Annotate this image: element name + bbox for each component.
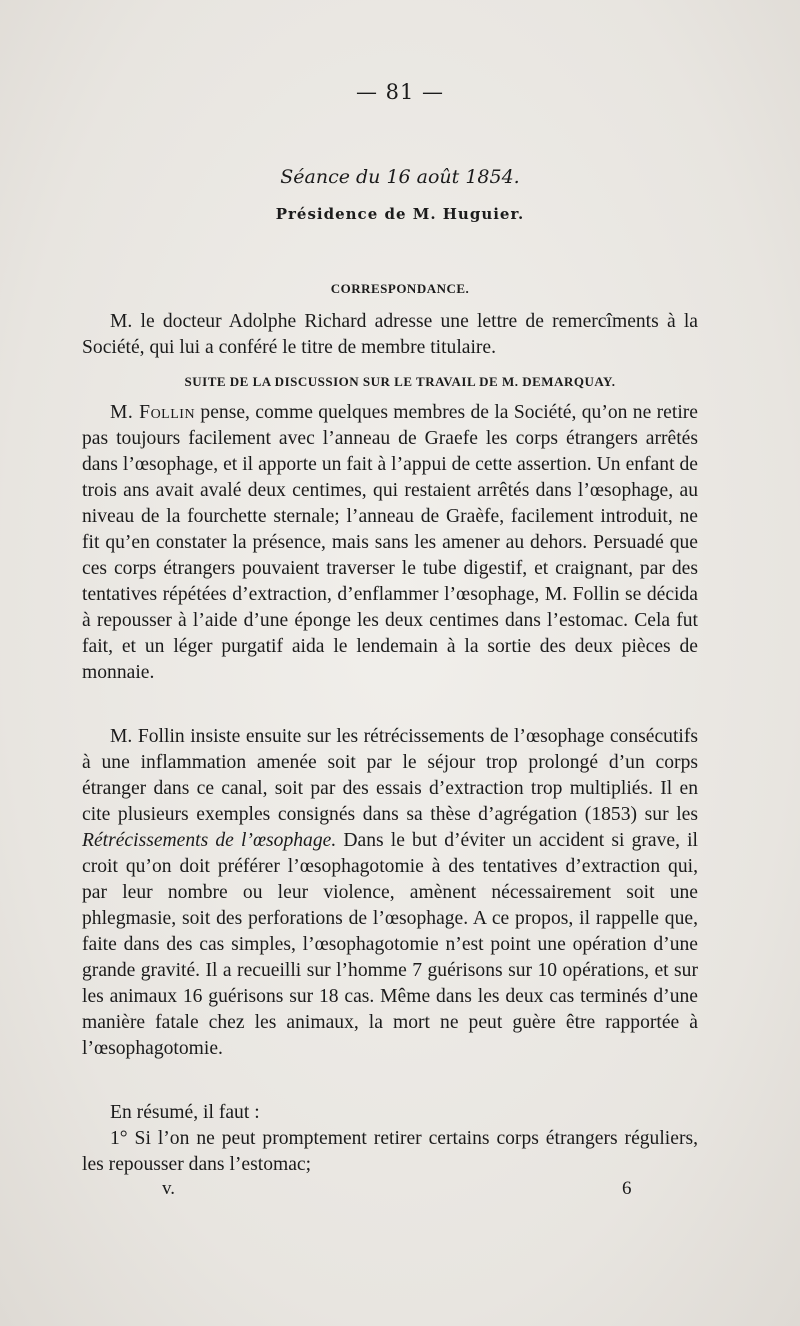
summary-intro: En résumé, il faut :: [110, 1102, 260, 1123]
page-number: — 81 —: [355, 80, 445, 104]
speaker-name: M. Follin: [110, 402, 196, 423]
thesis-title: Rétrécissements de l’œsophage.: [82, 830, 337, 851]
correspondence-paragraph: M. le docteur Adolphe Richard adresse une lettre de remercîments à la Société, qui lui a conféré le titre de membre titulaire.: [82, 311, 698, 358]
follin-insists-paragraph: [82, 724, 698, 1062]
session-title: Séance du 16 août 1854.: [280, 166, 520, 188]
volume-mark: v.: [162, 1178, 176, 1199]
correspondence-heading: CORRESPONDANCE.: [330, 281, 470, 296]
signature-number: 6: [622, 1178, 632, 1199]
discussion-heading: SUITE DE LA DISCUSSION SUR LE TRAVAIL DE M. DEMARQUAY.: [184, 374, 616, 389]
presidency-heading: Présidence de M. Huguier.: [275, 205, 525, 223]
paragraph-text: pense, comme quelques membres de la Société, qu’on ne retire pas toujours facilement avec l’anneau de Graefe les corps étrangers arrêtés dans l’œsophage, et il apporte un fait à l’appui de cette assertion. Un enfant de trois ans avait avalé deux centimes, qui restaient arrêtés dans l’œsophage, au niveau de la fourchette sternale; l’anneau de Graèfe, facilement introduit, ne fit qu’en constater la présence, mais sans les amener au dehors. Persuadé que ces corps étrangers pouvaient traverser le tube digestif, et craignant, par des tentatives répétées d’extraction, d’enflammer l’œsophage, M. Follin se décida à repousser à l’aide d’une éponge les deux centimes dans l’estomac. Cela fut fait, et un léger purgatif aida le lendemain à la sortie des deux pièces de monnaie.: [82, 402, 698, 683]
follin-paragraph: [82, 400, 698, 686]
paragraph-text-after: Dans le but d’éviter un accident si grave, il croit qu’on doit préférer l’œsophagotomie à des tentatives d’extraction qui, par leur nombre ou leur violence, amènent nécessairement soit une phlegmasie, soit des perforations de l’œsophage. A ce propos, il rappelle que, faite dans des cas simples, l’œsophagotomie n’est point une opération d’une grande gravité. Il a recueilli sur l’homme 7 guérisons sur 10 opérations, et sur les animaux 16 guérisons sur 18 cas. Même dans les deux cas terminés d’une manière fatale chez les animaux, la mort ne peut guère être rapportée à l’œsophagotomie.: [82, 830, 699, 1059]
paragraph-text-before: M. Follin insiste ensuite sur les rétrécissements de l’œsophage consécutifs à une inflammation amenée soit par le séjour trop prolongé d’un corps étranger dans ce canal, soit par des essais d’extraction trop multipliés. Il en cite plusieurs exemples consignés dans sa thèse d’agrégation (1853) sur les: [82, 726, 698, 825]
summary-item-1: 1° Si l’on ne peut promptement retirer certains corps étrangers réguliers, les repousser dans l’estomac;: [82, 1128, 698, 1175]
